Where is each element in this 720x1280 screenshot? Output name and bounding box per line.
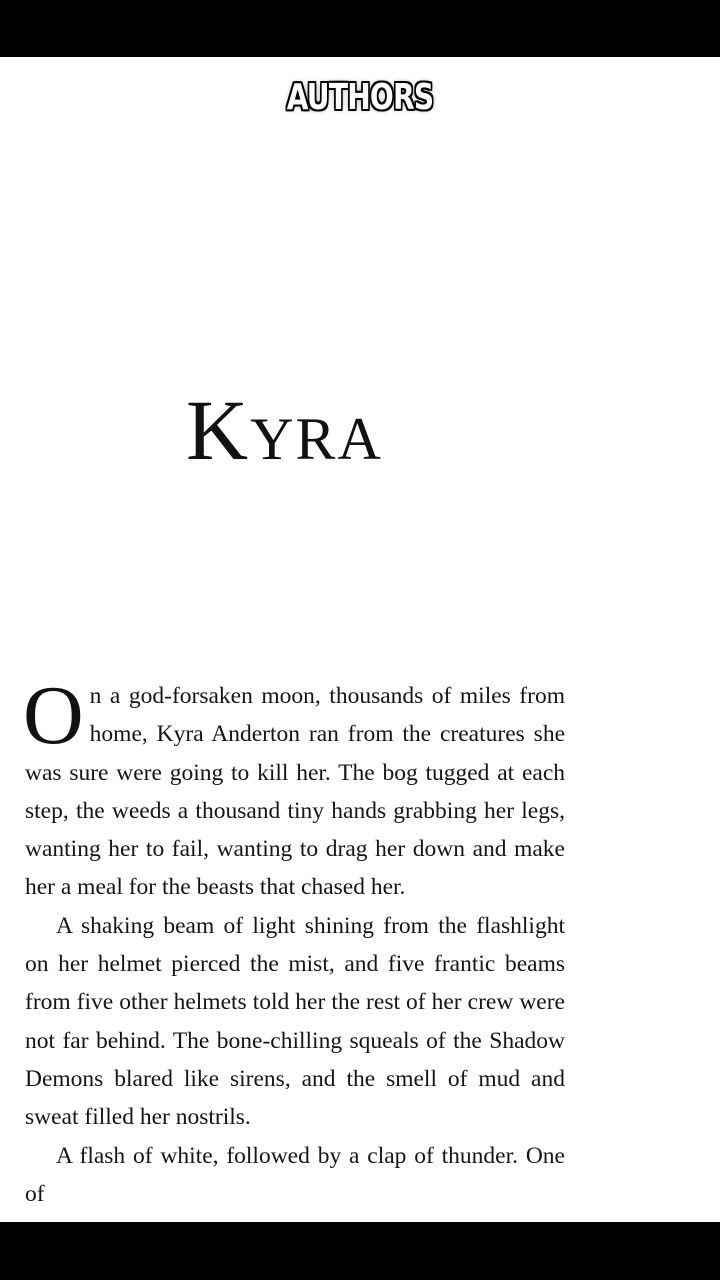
bottom-letterbox	[0, 1222, 720, 1280]
paragraph-1-text: n a god-forsaken moon, thousands of miles from home, Kyra Anderton ran from the creatures she was sure were going to kill her. The bog tugged at each step, the weeds a thousand tiny hands grabbing her legs, wanting her to fail, wanting to drag her down and make her a meal for the beasts that chased her.	[25, 683, 565, 901]
chapter-body	[23, 669, 565, 1213]
book-page	[0, 57, 720, 1222]
paragraph-1	[23, 669, 565, 907]
paragraph-3: A flash of white, followed by a clap of thunder. One of	[25, 1142, 565, 1207]
video-caption: AUTHORS	[286, 77, 434, 118]
drop-cap: O	[23, 669, 84, 762]
chapter-title: Kyra	[186, 382, 383, 478]
paragraph-2: A shaking beam of light shining from the flashlight on her helmet pierced the mist, and five frantic beams from five other helmets told her the rest of her crew were not far behind. The bone-chilling squeals of the Shadow Demons blared like sirens, and the smell of mud and sweat filled her nostrils.	[25, 912, 565, 1131]
